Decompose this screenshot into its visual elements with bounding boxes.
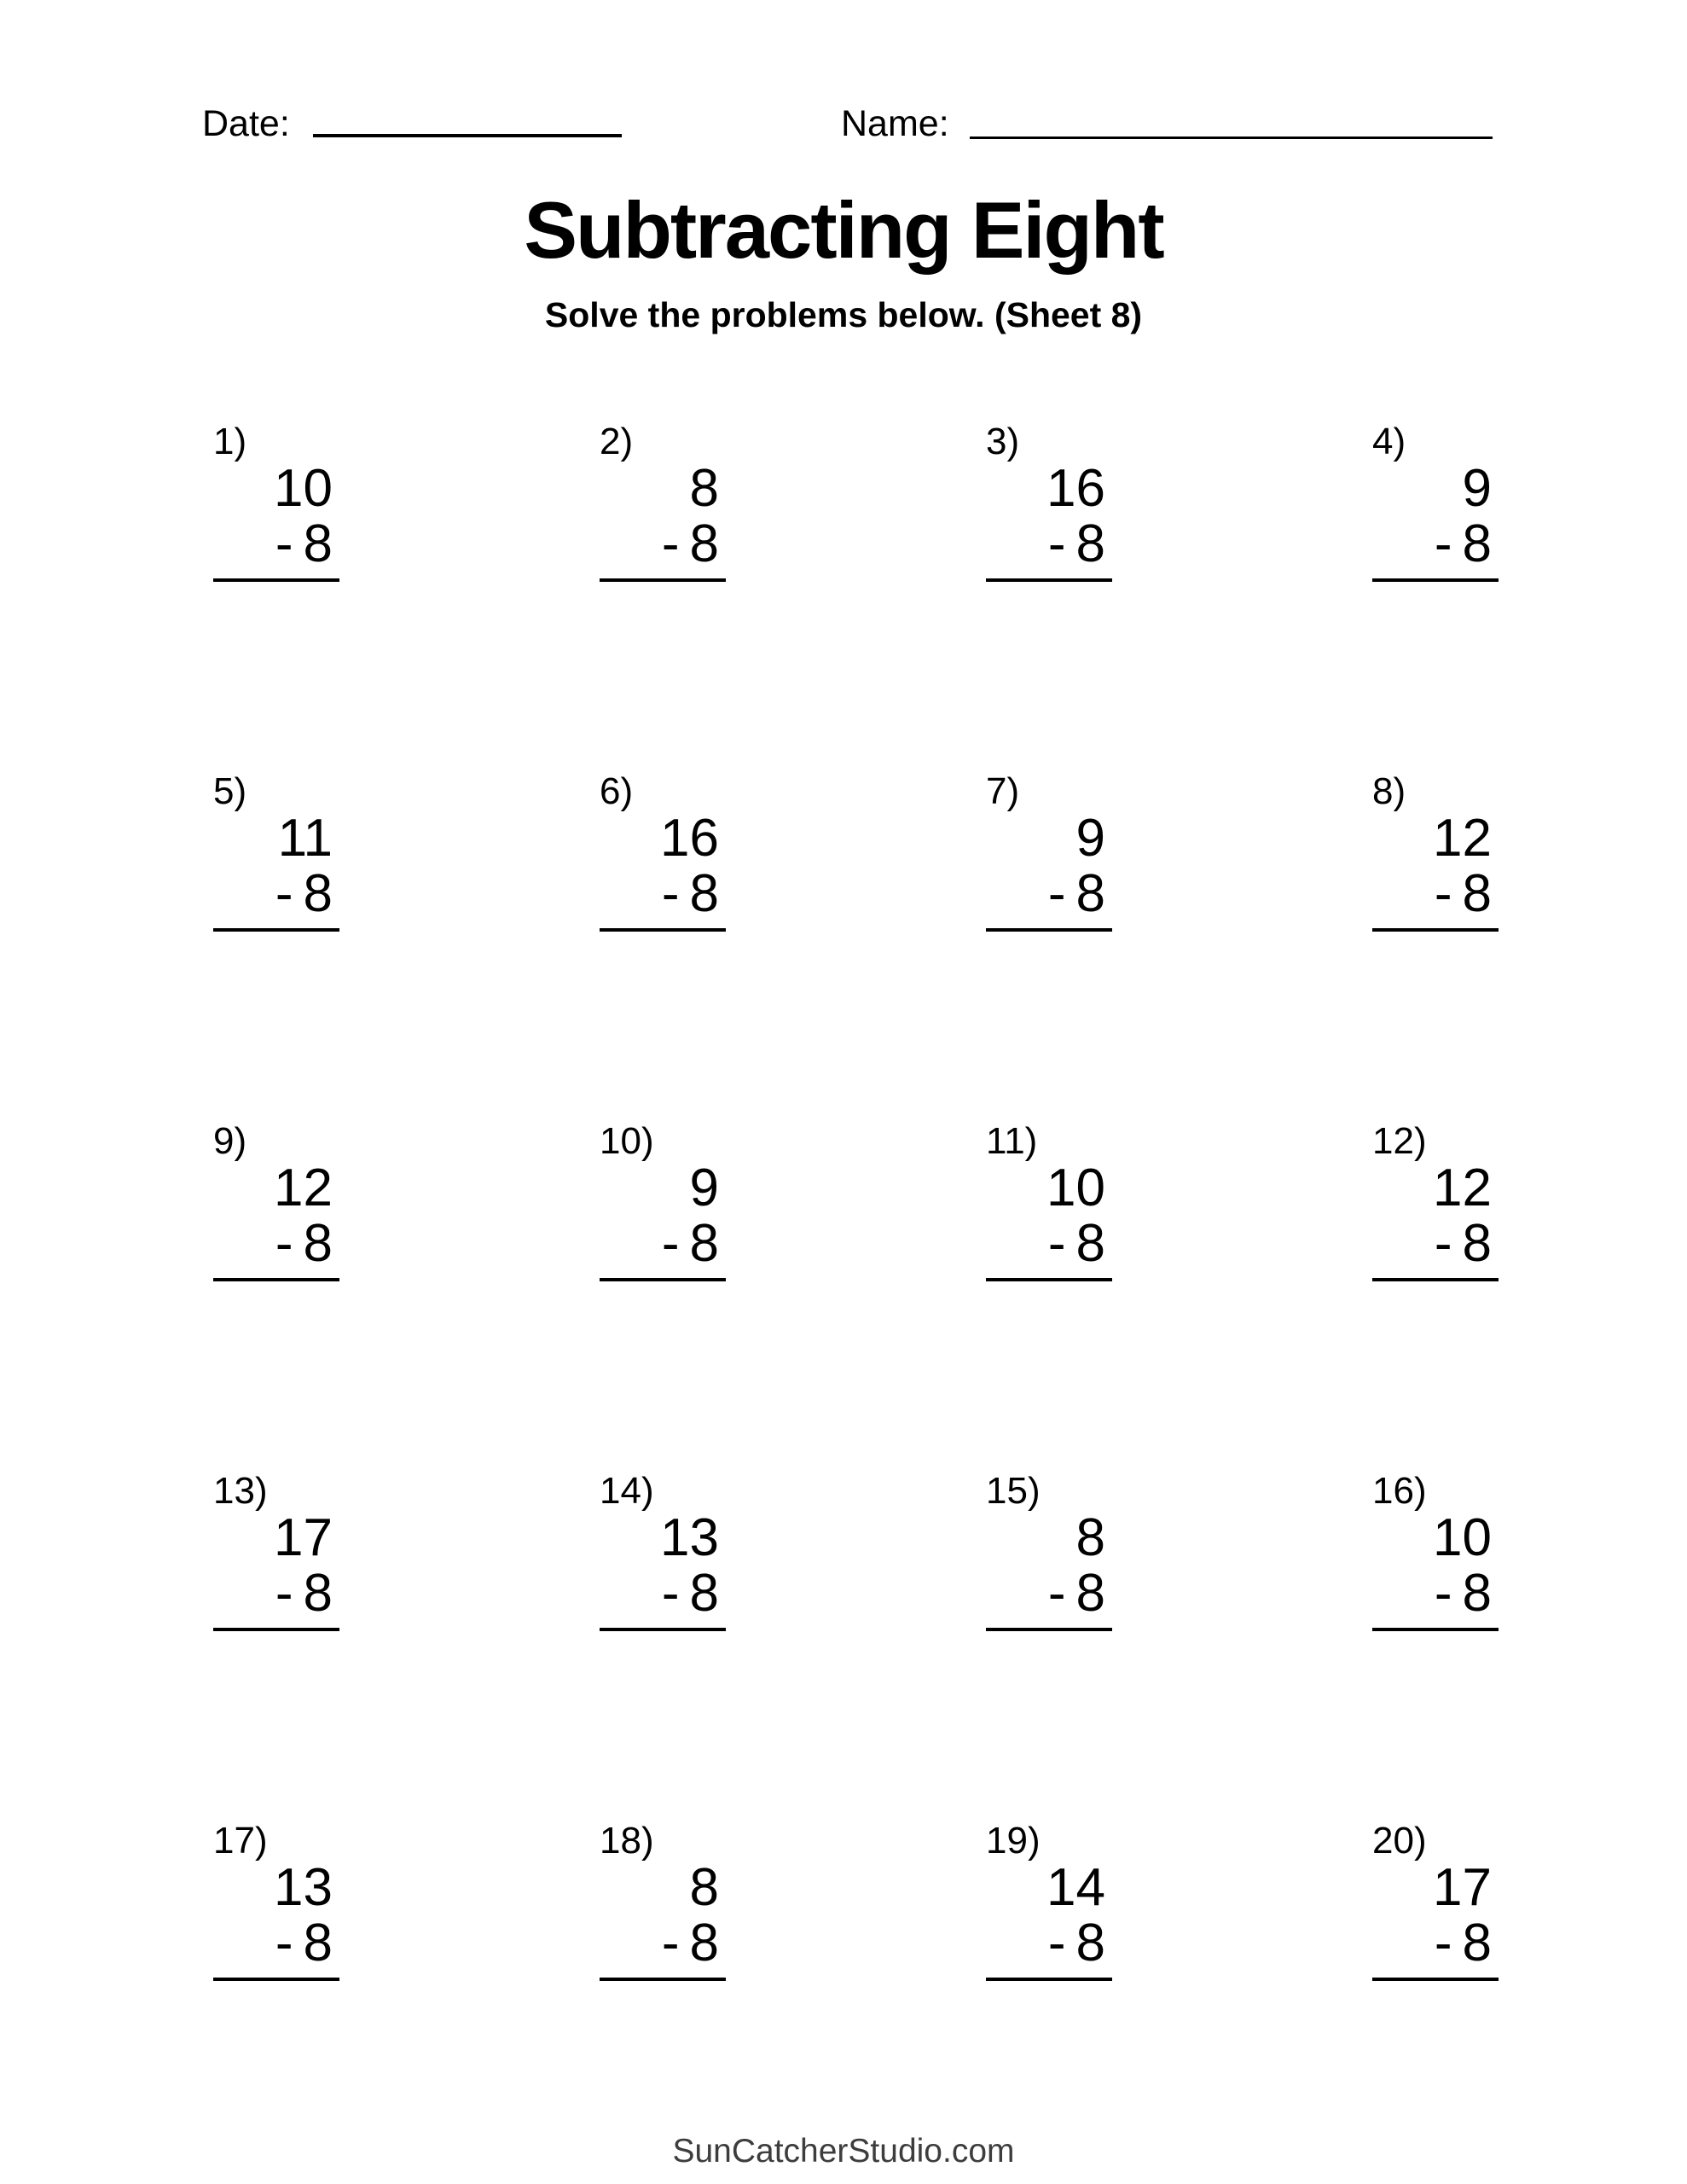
name-label: Name: — [841, 103, 949, 144]
answer-line — [600, 1628, 726, 1631]
subtraction-row — [986, 864, 1112, 923]
subtraction-row — [600, 1214, 726, 1273]
problem-cell-13 — [213, 1471, 339, 1631]
minus-sign: - — [1047, 864, 1066, 923]
problem-cell-3 — [986, 421, 1112, 582]
answer-line — [600, 1278, 726, 1281]
minuend: 14 — [1046, 1858, 1105, 1917]
date-label: Date: — [202, 103, 290, 144]
minuend: 17 — [1433, 1858, 1492, 1917]
problem-number: 8) — [1372, 770, 1406, 812]
minus-sign: - — [1434, 1914, 1452, 1972]
problem-cell-16 — [1372, 1471, 1499, 1631]
minuend: 13 — [274, 1858, 333, 1917]
problem-cell-20 — [1372, 1821, 1499, 1981]
problem-cell-14 — [600, 1471, 726, 1631]
problem-number: 13) — [213, 1470, 268, 1512]
minus-sign: - — [1434, 864, 1452, 923]
subtrahend: 8 — [1075, 1914, 1105, 1972]
minus-sign: - — [661, 1564, 680, 1623]
minuend: 9 — [1075, 809, 1105, 868]
problem-cell-12 — [1372, 1121, 1499, 1281]
subtraction-row — [1372, 1214, 1499, 1273]
answer-line — [600, 1978, 726, 1981]
problem-cell-19 — [986, 1821, 1112, 1981]
subtraction-row — [600, 864, 726, 923]
answer-line — [986, 1628, 1112, 1631]
subtrahend: 8 — [303, 1564, 333, 1623]
problem-number: 20) — [1372, 1820, 1427, 1862]
subtraction-row — [600, 1916, 726, 1971]
problem-cell-10 — [600, 1121, 726, 1281]
minus-sign: - — [275, 1214, 293, 1273]
subtraction-row — [1372, 1916, 1499, 1971]
minuend: 9 — [689, 1159, 719, 1217]
problem-number: 17) — [213, 1820, 268, 1862]
problem-cell-11 — [986, 1121, 1112, 1281]
subtraction-row — [213, 1566, 339, 1621]
minus-sign: - — [275, 1564, 293, 1623]
subtrahend: 8 — [303, 864, 333, 923]
answer-line — [986, 928, 1112, 932]
subtrahend: 8 — [1462, 864, 1492, 923]
minuend: 8 — [689, 1858, 719, 1917]
subtraction-row — [1372, 1566, 1499, 1621]
subtraction-row — [600, 514, 726, 573]
problem-number: 10) — [600, 1120, 654, 1162]
problem-cell-9 — [213, 1121, 339, 1281]
problem-cell-2 — [600, 421, 726, 582]
subtrahend: 8 — [1462, 514, 1492, 573]
subtrahend: 8 — [689, 514, 719, 573]
minus-sign: - — [1047, 1914, 1066, 1972]
subtrahend: 8 — [303, 1914, 333, 1972]
subtraction-row — [600, 1566, 726, 1621]
minus-sign: - — [661, 1214, 680, 1273]
problem-number: 6) — [600, 770, 634, 812]
subtraction-row — [213, 864, 339, 923]
worksheet-title: Subtracting Eight — [524, 185, 1163, 275]
subtraction-row — [986, 1214, 1112, 1273]
problem-cell-5 — [213, 771, 339, 932]
minuend: 16 — [1046, 459, 1105, 518]
answer-line — [213, 1278, 339, 1281]
subtrahend: 8 — [1462, 1214, 1492, 1273]
problem-cell-7 — [986, 771, 1112, 932]
minus-sign: - — [275, 1914, 293, 1972]
problem-number: 9) — [213, 1120, 247, 1162]
problem-cell-6 — [600, 771, 726, 932]
minuend: 8 — [689, 459, 719, 518]
problem-cell-8 — [1372, 771, 1499, 932]
problem-number: 16) — [1372, 1470, 1427, 1512]
subtraction-row — [986, 1916, 1112, 1971]
subtrahend: 8 — [1075, 1564, 1105, 1623]
date-blank-line — [313, 134, 622, 137]
minuend: 9 — [1462, 459, 1492, 518]
answer-line — [600, 928, 726, 932]
answer-line — [213, 928, 339, 932]
problem-number: 12) — [1372, 1120, 1427, 1162]
minus-sign: - — [1434, 514, 1452, 573]
subtrahend: 8 — [689, 1564, 719, 1623]
subtraction-row — [1372, 514, 1499, 573]
problem-number: 3) — [986, 421, 1020, 462]
subtrahend: 8 — [303, 514, 333, 573]
answer-line — [600, 578, 726, 582]
problem-number: 4) — [1372, 421, 1406, 462]
minuend: 13 — [660, 1508, 719, 1567]
minus-sign: - — [1047, 514, 1066, 573]
minus-sign: - — [1434, 1564, 1452, 1623]
subtraction-row — [986, 514, 1112, 573]
minus-sign: - — [661, 514, 680, 573]
problem-number: 5) — [213, 770, 247, 812]
problem-number: 11) — [986, 1120, 1038, 1162]
problem-number: 19) — [986, 1820, 1041, 1862]
minuend: 10 — [1433, 1508, 1492, 1567]
problem-number: 15) — [986, 1470, 1041, 1512]
subtraction-row — [213, 1214, 339, 1273]
answer-line — [1372, 1628, 1499, 1631]
problems-grid — [213, 421, 1499, 1981]
footer-credit: SunCatcherStudio.com — [672, 2133, 1015, 2169]
subtrahend: 8 — [1075, 864, 1105, 923]
minuend: 11 — [277, 809, 333, 868]
minuend: 12 — [1433, 809, 1492, 868]
answer-line — [213, 1628, 339, 1631]
subtraction-row — [213, 514, 339, 573]
minus-sign: - — [1434, 1214, 1452, 1273]
problem-cell-15 — [986, 1471, 1112, 1631]
answer-line — [213, 578, 339, 582]
minus-sign: - — [1047, 1214, 1066, 1273]
name-blank-line — [970, 136, 1493, 139]
subtrahend: 8 — [689, 1214, 719, 1273]
minuend: 8 — [1075, 1508, 1105, 1567]
answer-line — [1372, 928, 1499, 932]
minus-sign: - — [661, 1914, 680, 1972]
minuend: 16 — [660, 809, 719, 868]
subtrahend: 8 — [689, 1914, 719, 1972]
worksheet-subtitle: Solve the problems below. (Sheet 8) — [544, 295, 1143, 334]
subtrahend: 8 — [1075, 514, 1105, 573]
subtrahend: 8 — [1462, 1564, 1492, 1623]
minuend: 10 — [1046, 1159, 1105, 1217]
minuend: 17 — [274, 1508, 333, 1567]
minus-sign: - — [1047, 1564, 1066, 1623]
minus-sign: - — [275, 514, 293, 573]
answer-line — [986, 1978, 1112, 1981]
answer-line — [986, 1278, 1112, 1281]
answer-line — [1372, 1978, 1499, 1981]
minus-sign: - — [275, 864, 293, 923]
problem-number: 7) — [986, 770, 1020, 812]
problem-number: 18) — [600, 1820, 654, 1862]
minuend: 12 — [274, 1159, 333, 1217]
answer-line — [1372, 1278, 1499, 1281]
minus-sign: - — [661, 864, 680, 923]
problem-number: 1) — [213, 421, 247, 462]
problem-cell-4 — [1372, 421, 1499, 582]
subtraction-row — [213, 1916, 339, 1971]
subtrahend: 8 — [303, 1214, 333, 1273]
problem-cell-18 — [600, 1821, 726, 1981]
minuend: 10 — [274, 459, 333, 518]
subtrahend: 8 — [689, 864, 719, 923]
problem-number: 2) — [600, 421, 634, 462]
problem-number: 14) — [600, 1470, 654, 1512]
subtraction-row — [986, 1566, 1112, 1621]
answer-line — [213, 1978, 339, 1981]
subtraction-row — [1372, 864, 1499, 923]
answer-line — [1372, 578, 1499, 582]
subtrahend: 8 — [1075, 1214, 1105, 1273]
minuend: 12 — [1433, 1159, 1492, 1217]
problem-cell-1 — [213, 421, 339, 582]
problem-cell-17 — [213, 1821, 339, 1981]
subtrahend: 8 — [1462, 1914, 1492, 1972]
answer-line — [986, 578, 1112, 582]
